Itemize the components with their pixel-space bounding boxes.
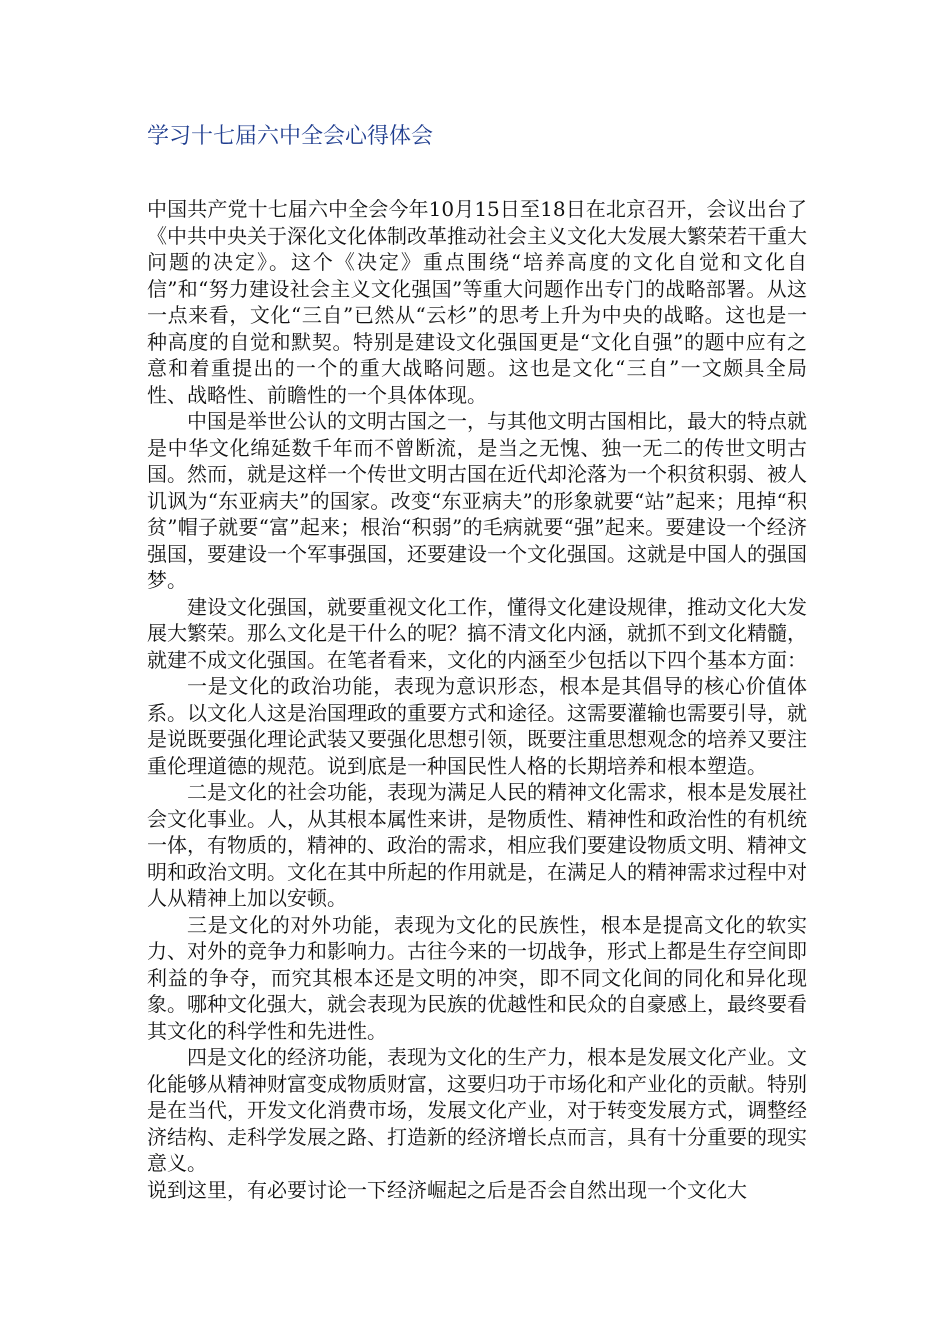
paragraph-1: 中国共产党十七届六中全会今年10月15日至18日在北京召开，会议出台了《中共中央关于深化文化体制改革推动社会主义文化大发展大繁荣若干重大问题的决定》。这个《决定》重点围绕“培养高度的文化自觉和文化自信”和“努力建设社会主义文化强国”等重大问题作出专门的战略部署。从这一点来看，文化“三自”已然从“云杉”的思考上升为中央的战略。这也是一种高度的自觉和默契。特别是建设文化强国更是“文化自强”的题中应有之意和着重提出的一个的重大战略问题。这也是文化“三自”一文颇具全局性、战略性、前瞻性的一个具体体现。 xyxy=(147,197,807,407)
paragraph-7: 四是文化的经济功能，表现为文化的生产力，根本是发展文化产业。文化能够从精神财富变成物质财富，这要归功于市场化和产业化的贡献。特别是在当代，开发文化消费市场，发展文化产业，对于转变发展方式，调整经济结构、走科学发展之路、打造新的经济增长点而言，具有十分重要的现实意义。 xyxy=(147,1045,807,1175)
document-body xyxy=(147,196,807,1203)
paragraph-3: 建设文化强国，就要重视文化工作，懂得文化建设规律，推动文化大发展大繁荣。那么文化是干什么的呢？搞不清文化内涵，就抓不到文化精髓，就建不成文化强国。在笔者看来，文化的内涵至少包括以下四个基本方面： xyxy=(147,594,807,672)
paragraph-8: 说到这里，有必要讨论一下经济崛起之后是否会自然出现一个文化大 xyxy=(147,1177,747,1202)
paragraph-2: 中国是举世公认的文明古国之一，与其他文明古国相比，最大的特点就是中华文化绵延数千年而不曾断流，是当之无愧、独一无二的传世文明古国。然而，就是这样一个传世文明古国在近代却沦落为一个积贫积弱、被人讥讽为“东亚病夫”的国家。改变“东亚病夫”的形象就要“站”起来；甩掉“积贫”帽子就要“富”起来；根治“积弱”的毛病就要“强”起来。要建设一个经济强国，要建设一个军事强国，还要建设一个文化强国。这就是中国人的强国梦。 xyxy=(147,409,807,592)
paragraph-4: 一是文化的政治功能，表现为意识形态，根本是其倡导的核心价值体系。以文化人这是治国理政的重要方式和途径。这需要灌输也需要引导，就是说既要强化理论武装又要强化思想引领，既要注重思想观念的培养又要注重伦理道德的规范。说到底是一种国民性人格的长期培养和根本塑造。 xyxy=(147,674,807,778)
paragraph-5: 二是文化的社会功能，表现为满足人民的精神文化需求，根本是发展社会文化事业。人，从其根本属性来讲，是物质性、精神性和政治性的有机统一体，有物质的，精神的、政治的需求，相应我们要建设物质文明、精神文明和政治文明。文化在其中所起的作用就是，在满足人的精神需求过程中对人从精神上加以安顿。 xyxy=(147,780,807,910)
paragraph-6: 三是文化的对外功能，表现为文化的民族性，根本是提高文化的软实力、对外的竞争力和影响力。古往今来的一切战争，形式上都是生存空间即利益的争夺，而究其根本还是文明的冲突，即不同文化间的同化和异化现象。哪种文化强大，就会表现为民族的优越性和民众的自豪感上，最终要看其文化的科学性和先进性。 xyxy=(147,912,807,1043)
document-title: 学习十七届六中全会心得体会 xyxy=(147,124,434,149)
